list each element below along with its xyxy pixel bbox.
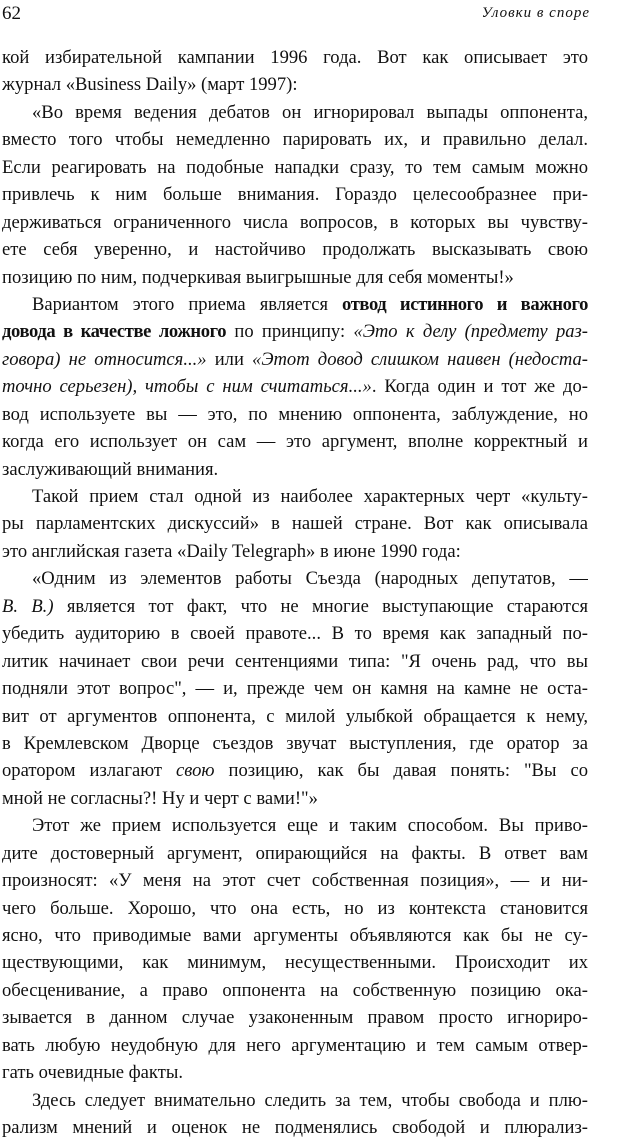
text-segment: дите достоверный аргумент, опирающийся на факты. В ответ вам xyxy=(2,842,588,864)
italic-text: говора) не относится...» xyxy=(2,348,207,370)
text-segment: убедить аудиторию в своей правоте... В то время как западный по- xyxy=(2,623,588,645)
text-segment: Здесь следует внимательно следить за тем, чтобы свобода и плю- xyxy=(32,1089,588,1111)
text-line xyxy=(2,510,588,537)
text-line xyxy=(2,812,588,839)
text-segment: «Во время ведения дебатов он игнорировал выпады оппонента, xyxy=(32,101,588,123)
text-line xyxy=(2,1087,588,1114)
text-line xyxy=(2,593,588,620)
text-segment: журнал «Business Daily» (март 1997): xyxy=(2,74,298,96)
italic-text: В. В.) xyxy=(2,595,54,617)
text-line xyxy=(2,236,588,263)
text-line xyxy=(2,456,588,483)
text-line xyxy=(2,209,588,236)
text-line xyxy=(2,977,588,1004)
text-line xyxy=(2,126,588,153)
body-text xyxy=(2,44,588,1142)
bold-text: довода в качестве ложного xyxy=(2,321,227,343)
text-segment: . Когда один и тот же до- xyxy=(371,376,588,398)
text-segment: Такой прием стал одной из наиболее характерных черт «культу- xyxy=(32,486,588,507)
text-segment: мной не согласны?! Ну и черт с вами!"» xyxy=(2,787,318,809)
text-segment: это английская газета «Daily Telegraph» в июне 1990 года: xyxy=(2,540,461,562)
text-line xyxy=(2,949,588,976)
page-header xyxy=(0,0,620,26)
text-segment: когда его использует он сам — это аргумент, вполне корректный и xyxy=(2,431,588,453)
text-line xyxy=(2,895,588,922)
text-line xyxy=(2,99,588,126)
page-number: 62 xyxy=(2,3,21,24)
text-segment: вод используете вы — это, по мнению оппонента, заблуждение, но xyxy=(2,403,588,425)
text-segment: в Кремлевском Дворце съездов звучат выступления, где оратор за xyxy=(2,732,588,754)
text-line xyxy=(2,291,588,318)
text-segment: подняли этот вопрос", — и, прежде чем он камня на камне не оста- xyxy=(2,678,588,700)
text-line xyxy=(2,264,588,291)
text-line xyxy=(2,181,588,208)
text-segment: кой избирательной кампании 1996 года. Вот как описывает это xyxy=(2,47,588,68)
text-line xyxy=(2,1004,588,1031)
text-segment: держиваться ограниченного числа вопросов, в которых вы чувству- xyxy=(2,211,588,233)
text-segment: рализм мнений и оценок не подменялись свободой и плюрализ- xyxy=(2,1117,588,1139)
italic-text: свою xyxy=(176,760,215,782)
text-line xyxy=(2,675,588,702)
italic-text: точно серьезен), чтобы с ним считаться...» xyxy=(2,376,372,398)
text-line xyxy=(2,730,588,757)
text-line xyxy=(2,867,588,894)
text-segment: обесценивание, а право оппонента на собственную позицию ока- xyxy=(2,979,588,1001)
text-segment: позицию, как бы давая понять: "Вы со xyxy=(214,760,588,782)
text-segment: зывается в данном случае узаконенным правом просто игнориро- xyxy=(2,1007,588,1029)
text-segment: вместо того чтобы немедленно парировать их, и правильно делал. xyxy=(2,129,588,151)
text-segment: произносят: «У меня на этот счет собственная позиция», — и ни- xyxy=(2,870,588,892)
text-line xyxy=(2,428,588,455)
text-line xyxy=(2,318,588,345)
text-line xyxy=(2,401,588,428)
text-segment: чего больше. Хорошо, что она есть, но из контекста становится xyxy=(2,897,588,919)
text-segment: или xyxy=(206,348,253,370)
text-line xyxy=(2,44,588,71)
text-segment: является тот факт, что не многие выступающие стараются xyxy=(53,595,588,617)
text-line xyxy=(2,538,588,565)
text-line xyxy=(2,565,588,592)
text-line xyxy=(2,648,588,675)
text-line xyxy=(2,154,588,181)
text-line xyxy=(2,922,588,949)
text-segment: ясно, что приводимые вами аргументы объявляются как бы не су- xyxy=(2,925,588,946)
text-segment: Если реагировать на подобные нападки сразу, то тем самым можно xyxy=(2,156,588,178)
italic-text: «Этот довод слишком наивен (недоста- xyxy=(252,348,588,370)
text-segment: «Одним из элементов работы Съезда (народных депутатов, — xyxy=(32,568,588,590)
text-line xyxy=(2,373,588,400)
text-segment: вит от аргументов оппонента, с милой улыбкой обращается к нему, xyxy=(2,705,588,727)
text-line xyxy=(2,1059,588,1086)
text-segment: позицию по ним, подчеркивая выигрышные для себя моменты!» xyxy=(2,266,514,288)
text-line xyxy=(2,1032,588,1059)
text-segment: гать очевидные факты. xyxy=(2,1062,183,1084)
text-line xyxy=(2,840,588,867)
text-line xyxy=(2,757,588,784)
text-line xyxy=(2,71,588,98)
text-segment: ете себя уверенно, и настойчиво продолжать высказывать свою xyxy=(2,239,588,261)
text-line xyxy=(2,1114,588,1141)
text-segment: заслуживающий внимания. xyxy=(2,458,219,480)
text-segment: Этот же прием используется еще и таким способом. Вы приво- xyxy=(32,815,588,837)
text-segment: ществующими, как минимум, несущественными. Происходит их xyxy=(2,952,588,974)
text-segment: вать любую неудобную для него аргументацию и тем самым отвер- xyxy=(2,1034,588,1056)
text-segment: Вариантом этого приема является xyxy=(32,293,343,315)
text-segment: оратором излагают xyxy=(2,760,176,782)
text-line xyxy=(2,346,588,373)
text-line xyxy=(2,483,588,510)
text-line xyxy=(2,620,588,647)
text-line xyxy=(2,703,588,730)
italic-text: «Это к делу (предмету раз- xyxy=(353,321,588,343)
running-title: Уловки в споре xyxy=(481,5,590,21)
bold-text: отвод истинного и важного xyxy=(342,293,588,315)
text-segment: ры парламентских дискуссий» в нашей стране. Вот как описывала xyxy=(2,513,588,535)
text-segment: литик начинает свои речи сентенциями типа: "Я очень рад, что вы xyxy=(2,650,588,672)
text-segment: привлечь к ним больше внимания. Гораздо целесообразнее при- xyxy=(2,184,588,206)
text-line xyxy=(2,785,588,812)
text-segment: по принципу: xyxy=(226,321,354,343)
